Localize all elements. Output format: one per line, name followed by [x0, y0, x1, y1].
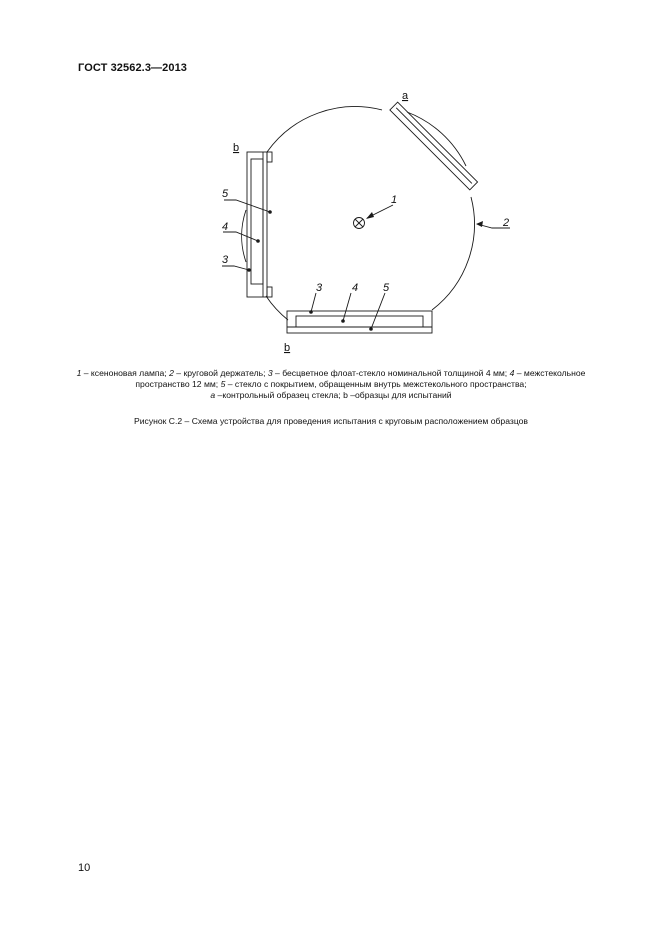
- circular-holder-arc-right: [432, 197, 474, 310]
- label-5-left: 5: [222, 188, 229, 200]
- figure-legend: 1 – ксеноновая лампа; 2 – круговой держатель; 3 – бесцветное флоат-стекло номинальной толщиной 4 мм; 4 – межстекольное пространство 12 мм; 5 – стекло с покрытием, обращенным внутрь межстекольного пространства; a –контрольный образец стекла; b –образцы для испытаний: [76, 368, 586, 400]
- arrowhead-lamp: [366, 212, 374, 219]
- xenon-lamp-symbol: [354, 218, 365, 229]
- test-device-diagram: [0, 0, 661, 360]
- sample-b-bottom: [287, 311, 432, 333]
- label-b-left: b: [233, 142, 240, 154]
- label-4-left: 4: [222, 221, 229, 233]
- page-number: 10: [78, 862, 91, 874]
- label-b-bottom: b: [284, 342, 291, 354]
- label-1: 1: [391, 194, 398, 206]
- label-3-left: 3: [222, 254, 229, 266]
- arrowhead-holder: [476, 221, 483, 227]
- document-header: ГОСТ 32562.3—2013: [78, 62, 188, 74]
- sample-a: [390, 102, 478, 190]
- label-5-bottom: 5: [383, 282, 390, 294]
- label-2: 2: [503, 217, 510, 229]
- label-3-bottom: 3: [316, 282, 323, 294]
- sample-b-left: [247, 152, 272, 297]
- figure-caption: Рисунок С.2 – Схема устройства для проведения испытания с круговым расположением образцов: [133, 416, 528, 426]
- circular-holder-arc: [267, 107, 382, 152]
- label-4-bottom: 4: [352, 282, 359, 294]
- leader-dots: [247, 210, 373, 331]
- circular-holder-arc-bottom-left: [266, 296, 288, 320]
- label-a: a: [402, 90, 409, 102]
